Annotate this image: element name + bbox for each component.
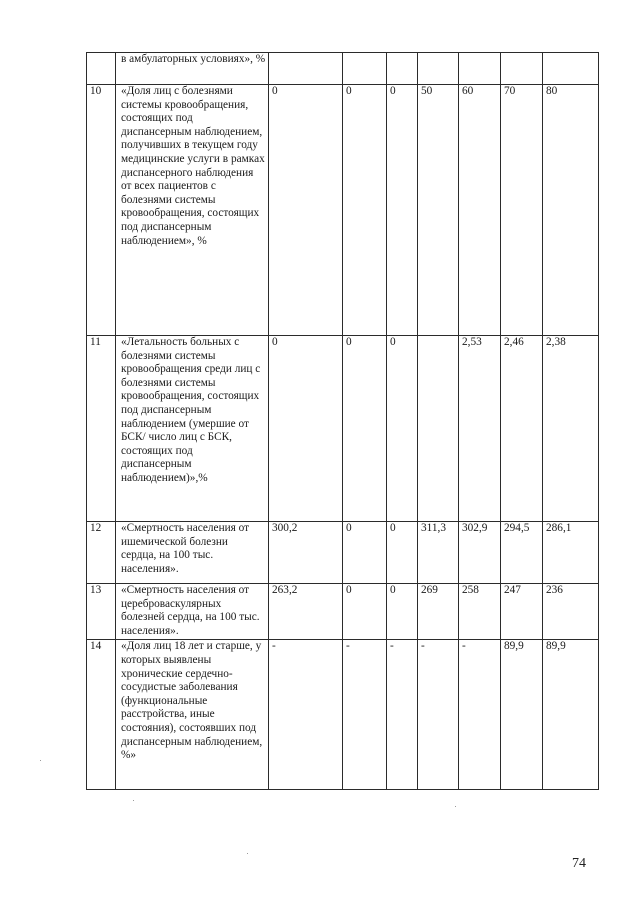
scan-speck: [40, 760, 41, 761]
indicator-description-cell: «Доля лиц с болезнями системы кровообращения, состоящих под диспансерным наблюдением, получивших в текущем году медицинские услуги в рамках диспансерного наблюдения от всех пациентов с болезнями системы кровообращения, состоящих под диспансерным наблюдением», %: [116, 85, 269, 336]
scan-speck: [133, 800, 134, 801]
value-cell: 247: [501, 584, 543, 640]
row-number-cell: 11: [87, 336, 116, 522]
indicator-description-cell: «Смертность населения от ишемической болезни сердца, на 100 тыс. населения».: [116, 522, 269, 584]
page-number: 74: [572, 856, 586, 871]
value-cell: 60: [459, 85, 501, 336]
value-cell: 286,1: [543, 522, 599, 584]
indicators-table: [86, 52, 599, 790]
value-cell: 263,2: [269, 584, 343, 640]
row-number-cell: 12: [87, 522, 116, 584]
value-cell: 0: [387, 336, 418, 522]
value-cell: 258: [459, 584, 501, 640]
value-cell: [543, 53, 599, 85]
value-cell: 0: [387, 522, 418, 584]
table-body: [87, 53, 599, 790]
row-number-cell: 13: [87, 584, 116, 640]
value-cell: 80: [543, 85, 599, 336]
value-cell: 0: [269, 85, 343, 336]
value-cell: -: [459, 640, 501, 790]
value-cell: 0: [343, 584, 387, 640]
indicator-description-cell: «Летальность больных с болезнями системы кровообращения среди лиц с болезнями системы кровообращения, состоящих под диспансерным наблюдением (умершие от БСК/ число лиц с БСК, состоящих под диспансерным наблюдением)»,%: [116, 336, 269, 522]
table-row: [87, 53, 599, 85]
value-cell: 300,2: [269, 522, 343, 584]
row-number-cell: [87, 53, 116, 85]
value-cell: 89,9: [543, 640, 599, 790]
value-cell: 0: [343, 336, 387, 522]
value-cell: [501, 53, 543, 85]
value-cell: -: [418, 640, 459, 790]
table-row: [87, 584, 599, 640]
table-row: [87, 522, 599, 584]
value-cell: -: [387, 640, 418, 790]
value-cell: 0: [343, 522, 387, 584]
value-cell: 2,53: [459, 336, 501, 522]
scan-speck: [455, 806, 456, 807]
value-cell: 0: [387, 584, 418, 640]
value-cell: [269, 53, 343, 85]
scan-speck: [247, 853, 248, 854]
value-cell: -: [269, 640, 343, 790]
row-number-cell: 14: [87, 640, 116, 790]
indicator-description-cell: «Доля лиц 18 лет и старше, у которых выявлены хронические сердечно-сосудистые заболевания (функциональные расстройства, иные состояния), состоявших под диспансерным наблюдением, %»: [116, 640, 269, 790]
value-cell: 50: [418, 85, 459, 336]
value-cell: 0: [269, 336, 343, 522]
value-cell: 89,9: [501, 640, 543, 790]
value-cell: [459, 53, 501, 85]
indicator-description-cell: в амбулаторных условиях», %: [116, 53, 269, 85]
table-row: [87, 85, 599, 336]
row-number-cell: 10: [87, 85, 116, 336]
value-cell: [343, 53, 387, 85]
value-cell: 2,46: [501, 336, 543, 522]
value-cell: 302,9: [459, 522, 501, 584]
value-cell: 0: [387, 85, 418, 336]
value-cell: 311,3: [418, 522, 459, 584]
value-cell: 2,38: [543, 336, 599, 522]
value-cell: [418, 53, 459, 85]
value-cell: 0: [343, 85, 387, 336]
table-row: [87, 640, 599, 790]
value-cell: -: [343, 640, 387, 790]
value-cell: 236: [543, 584, 599, 640]
value-cell: [418, 336, 459, 522]
value-cell: [387, 53, 418, 85]
value-cell: 269: [418, 584, 459, 640]
value-cell: 294,5: [501, 522, 543, 584]
value-cell: 70: [501, 85, 543, 336]
table-row: [87, 336, 599, 522]
indicator-description-cell: «Смертность населения от цереброваскулярных болезней сердца, на 100 тыс. населения».: [116, 584, 269, 640]
